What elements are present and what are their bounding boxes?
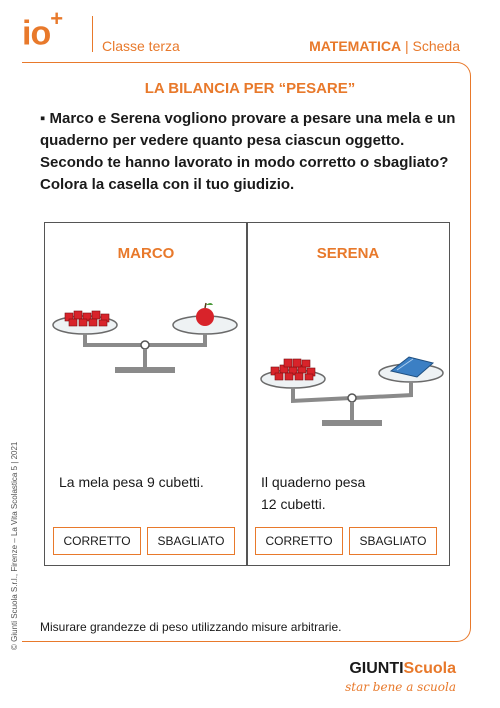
io-plus-logo: io+ [22,6,63,53]
apple-icon [196,308,214,326]
base [322,420,382,426]
instructions: ▪ Marco e Serena vogliono provare a pesare una mela e un quaderno per vedere quanto pesa ciascun oggetto. Secondo te hanno lavorato in modo corretto o sbagliato? Colora la casella con il tuo giudizio. [40,110,456,193]
correct-button[interactable]: CORRETTO [255,527,343,555]
panel-serena [246,222,450,566]
panel-statement: La mela pesa 9 cubetti. [59,474,204,490]
correct-button[interactable]: CORRETTO [53,527,141,555]
giunti-scuola-logo: GIUNTIScuola [349,660,456,677]
balance-scale-tilted [247,343,449,453]
cubes-group [65,311,109,326]
learning-objective: Misurare grandezze di peso utilizzando misure arbitrarie. [40,620,342,634]
balance-scale-level [45,293,247,403]
page-title: LA BILANCIA PER “PESARE” [144,80,356,97]
subject-label: MATEMATICA | Scheda [309,38,460,54]
panel-statement: Il quaderno pesa 12 cubetti. [261,474,366,512]
wrong-button[interactable]: SBAGLIATO [349,527,437,555]
header-divider [92,16,93,52]
base [115,367,175,373]
class-label: Classe terza [102,38,180,54]
wrong-button[interactable]: SBAGLIATO [147,527,235,555]
panel-name: SERENA [316,245,380,262]
cubes-group [271,359,315,380]
panel-marco [44,222,248,566]
panel-name: MARCO [117,245,175,262]
copyright: © Giunti Scuola S.r.l., Firenze – La Vita Scolastica 5 | 2021 [10,441,19,650]
slogan: star bene a scuola [345,680,456,694]
